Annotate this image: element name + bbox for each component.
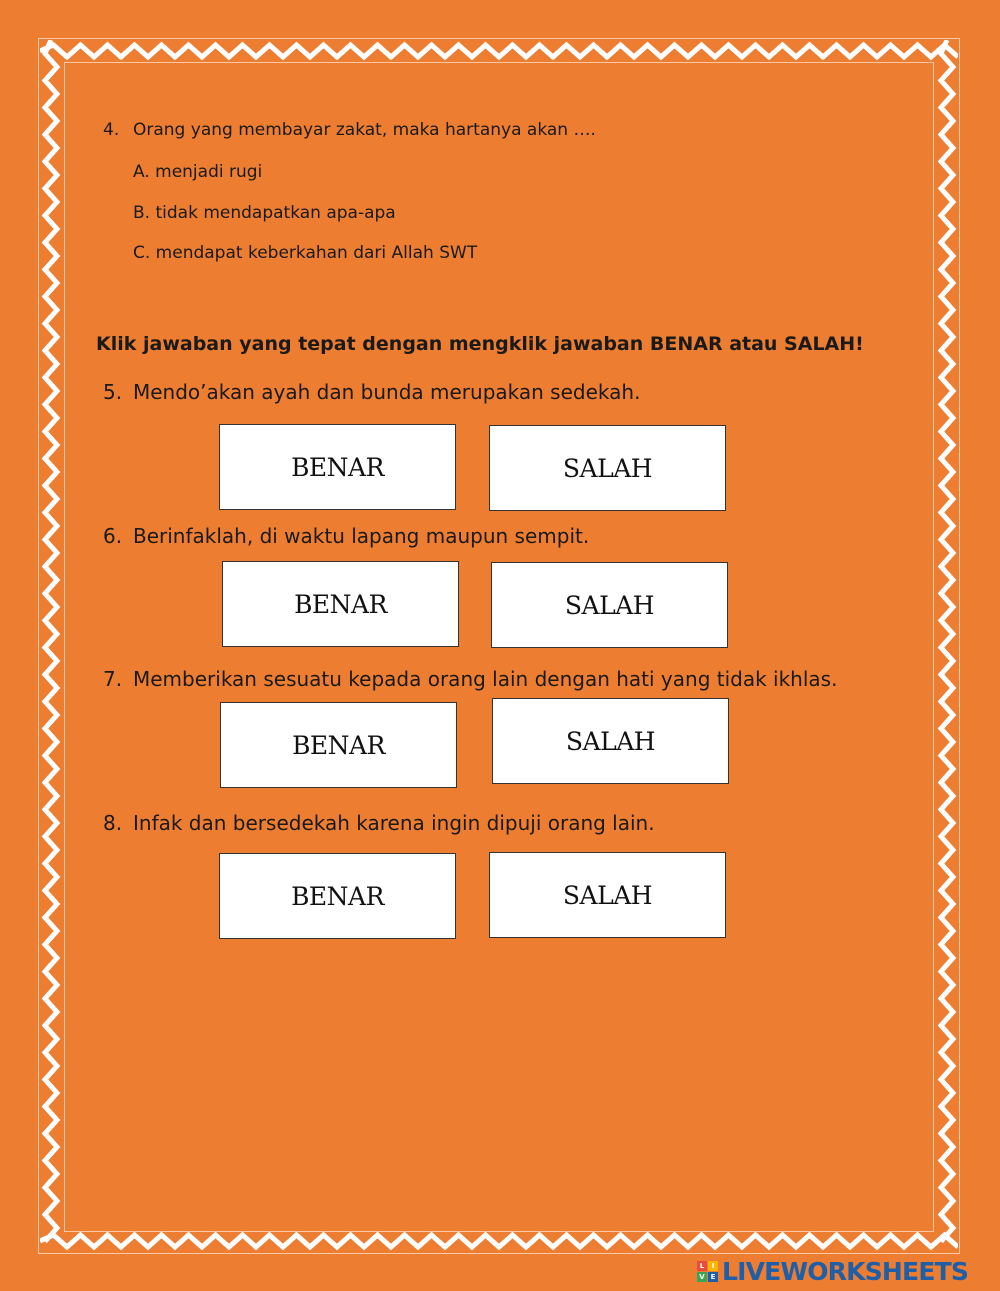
- question-number: 4.: [103, 120, 120, 140]
- zigzag-border-top: [40, 40, 958, 62]
- q7-benar-button[interactable]: BENAR: [220, 702, 457, 788]
- option-a: A. menjadi rugi: [133, 162, 263, 182]
- q5-benar-button[interactable]: BENAR: [219, 424, 456, 510]
- question-6: [103, 524, 589, 548]
- instruction-text: Klik jawaban yang tepat dengan mengklik jawaban BENAR atau SALAH!: [96, 333, 864, 355]
- logo-block: V: [697, 1272, 707, 1282]
- q7-salah-button[interactable]: SALAH: [492, 698, 729, 784]
- question-number: 8.: [103, 811, 123, 835]
- liveworksheets-logo: [697, 1256, 968, 1286]
- q6-benar-button[interactable]: BENAR: [222, 561, 459, 647]
- q8-benar-button[interactable]: BENAR: [219, 853, 456, 939]
- question-number: 5.: [103, 380, 123, 404]
- logo-block: L: [697, 1261, 707, 1271]
- question-number: 6.: [103, 524, 123, 548]
- logo-block: I: [708, 1261, 718, 1271]
- zigzag-border-left: [40, 40, 62, 1252]
- question-5: [103, 380, 640, 404]
- question-7: [103, 667, 837, 691]
- question-text: Memberikan sesuatu kepada orang lain dengan hati yang tidak ikhlas.: [133, 667, 838, 691]
- zigzag-border-right: [936, 40, 958, 1252]
- question-number: 7.: [103, 667, 123, 691]
- question-text: Mendo’akan ayah dan bunda merupakan sedekah.: [133, 380, 641, 404]
- option-c: C. mendapat keberkahan dari Allah SWT: [133, 243, 478, 263]
- option-b: B. tidak mendapatkan apa-apa: [133, 203, 396, 223]
- logo-blocks-icon: [697, 1261, 718, 1282]
- q6-salah-button[interactable]: SALAH: [491, 562, 728, 648]
- logo-text: LIVEWORKSHEETS: [722, 1256, 969, 1286]
- question-text: Infak dan bersedekah karena ingin dipuji orang lain.: [133, 811, 655, 835]
- question-text: Orang yang membayar zakat, maka hartanya akan ….: [133, 120, 596, 140]
- q5-salah-button[interactable]: SALAH: [489, 425, 726, 511]
- question-text: Berinfaklah, di waktu lapang maupun sempit.: [133, 524, 590, 548]
- zigzag-border-bottom: [40, 1230, 958, 1252]
- logo-block: E: [708, 1272, 718, 1282]
- q8-salah-button[interactable]: SALAH: [489, 852, 726, 938]
- question-8: [103, 811, 655, 835]
